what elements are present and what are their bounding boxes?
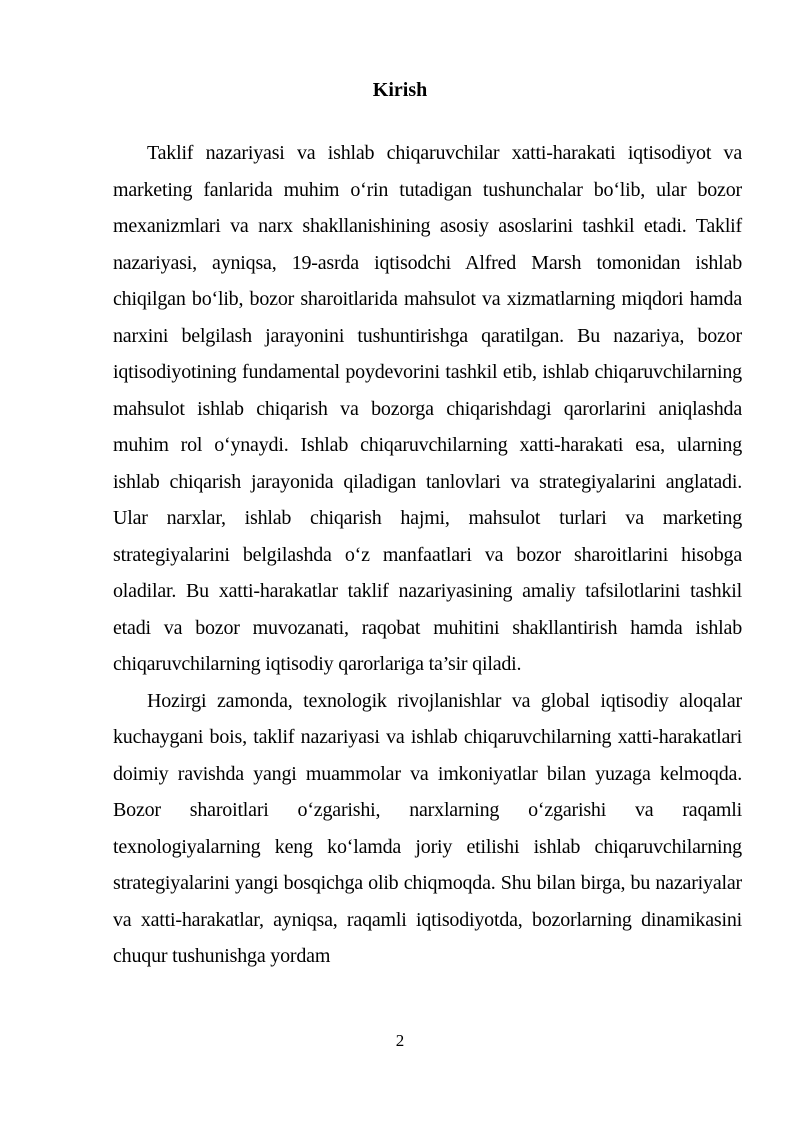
body-text bbox=[113, 135, 742, 975]
paragraph-2: Hozirgi zamonda, texnologik rivojlanishlar va global iqtisodiy aloqalar kuchaygani bois, taklif nazariyasi va ishlab chiqaruvchilarning xatti-harakatlari doimiy ravishda yangi muammolar va imkoniyatlar bilan yuzaga kelmoqda. Bozor sharoitlari o‘zgarishi, narxlarning o‘zgarishi va raqamli texnologiyalarning keng ko‘lamda joriy etilishi ishlab chiqaruvchilarning strategiyalarini yangi bosqichga olib chiqmoqda. Shu bilan birga, bu nazariyalar va xatti-harakatlar, ayniqsa, raqamli iqtisodiyotda, bozorlarning dinamikasini chuqur tushunishga yordam bbox=[113, 689, 742, 967]
page-number: 2 bbox=[395, 1031, 405, 1050]
paragraph-1: Taklif nazariyasi va ishlab chiqaruvchilar xatti-harakati iqtisodiyot va marketing fanlarida muhim o‘rin tutadigan tushunchalar bo‘lib, ular bozor mexanizmlari va narx shakllanishining asosiy asoslarini tashkil etadi. Taklif nazariyasi, ayniqsa, 19-asrda iqtisodchi Alfred Marsh tomonidan ishlab chiqilgan bo‘lib, bozor sharoitlarida mahsulot va xizmatlarning miqdori hamda narxini belgilash jarayonini tushuntirishga qaratilgan. Bu nazariya, bozor iqtisodiyotining fundamental poydevorini tashkil etib, ishlab chiqaruvchilarning mahsulot ishlab chiqarish va bozorga chiqarishdagi qarorlarini aniqlashda muhim rol o‘ynaydi. Ishlab chiqaruvchilarning xatti-harakati esa, ularning ishlab chiqarish jarayonida qiladigan tanlovlari va strategiyalarini anglatadi. Ular narxlar, ishlab chiqarish hajmi, mahsulot turlari va marketing strategiyalarini belgilashda o‘z manfaatlari va bozor sharoitlarini hisobga oladilar. Bu xatti-harakatlar taklif nazariyasining amaliy tafsilotlarini tashkil etadi va bozor muvozanati, raqobat muhitini shakllantirish hamda ishlab chiqaruvchilarning iqtisodiy qarorlariga ta’sir qiladi. bbox=[113, 142, 742, 675]
page-title: Kirish bbox=[372, 79, 428, 101]
